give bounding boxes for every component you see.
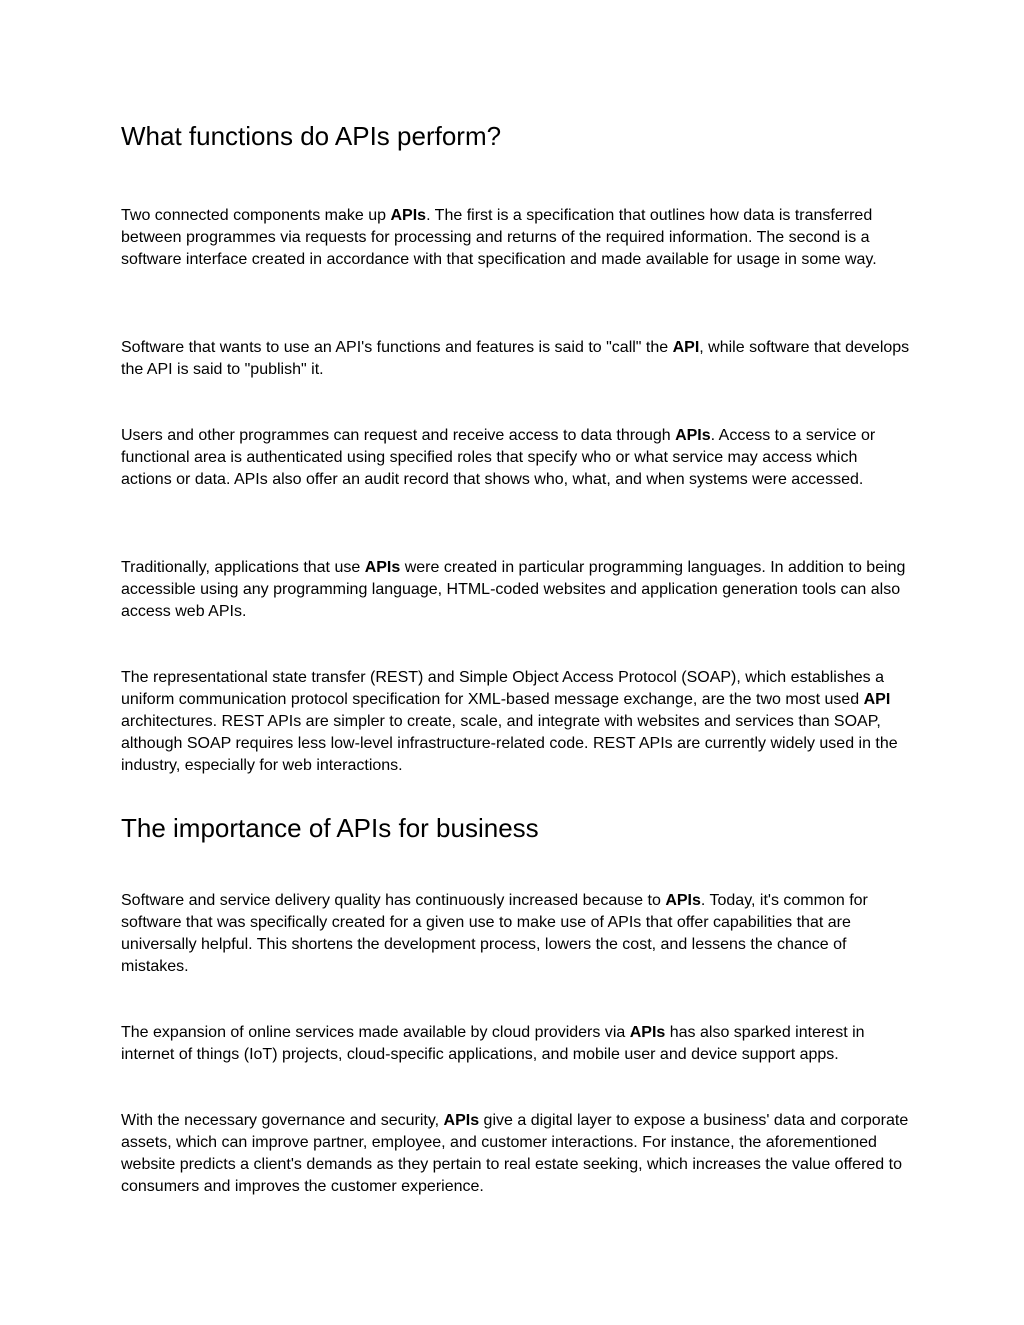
- paragraph-text: Software that wants to use an API's functions and features is said to "call" the: [121, 339, 673, 356]
- section-heading-api-functions: What functions do APIs perform?: [121, 121, 502, 151]
- paragraph-rest-soap: [121, 667, 911, 777]
- paragraph-data-access: [121, 425, 911, 491]
- bold-term: APIs: [443, 1112, 480, 1129]
- paragraph-call-publish: [121, 337, 911, 381]
- bold-term: APIs: [629, 1024, 666, 1041]
- paragraph-delivery-quality: [121, 890, 911, 978]
- paragraph-text: has also sparked interest in internet of things (IoT) projects, cloud-specific applications, and mobile user and device support apps.: [121, 1024, 865, 1063]
- paragraph-text: were created in particular programming languages. In addition to being accessible using any programming language, HTML-coded websites and application generation tools can also access web APIs.: [121, 559, 906, 620]
- bold-term: API: [863, 691, 891, 708]
- bold-term: APIs: [665, 892, 701, 909]
- bold-term: APIs: [390, 207, 427, 224]
- paragraph-text: give a digital layer to expose a business' data and corporate assets, which can improve partner, employee, and customer interactions. For instance, the aforementioned website predicts a client's demands as they pertain to real estate seeking, which increases the value offered to consumers and improves the customer experience.: [121, 1112, 909, 1195]
- bold-term: APIs: [364, 559, 401, 576]
- paragraph-cloud-services: [121, 1022, 911, 1066]
- paragraph-text: , while software that develops the API is said to "publish" it.: [121, 339, 910, 378]
- paragraph-text: Software and service delivery quality has continuously increased because to: [121, 892, 666, 909]
- paragraph-text: . The first is a specification that outlines how data is transferred between programmes via requests for processing and returns of the required information. The second is a software interface created in accordance with that specification and made available for usage in some way.: [121, 207, 877, 268]
- paragraph-text: . Today, it's common for software that was specifically created for a given use to make use of APIs that offer capabilities that are universally helpful. This shortens the development process, lowers the cost, and lessens the chance of mistakes.: [121, 892, 868, 975]
- bold-term: APIs: [675, 427, 711, 444]
- paragraph-api-components: [121, 205, 911, 271]
- paragraph-text: With the necessary governance and security,: [121, 1112, 444, 1129]
- paragraph-governance-security: [121, 1110, 911, 1198]
- paragraph-programming-languages: [121, 557, 911, 623]
- paragraph-text: Users and other programmes can request and receive access to data through: [121, 427, 676, 444]
- paragraph-text: . Access to a service or functional area is authenticated using specified roles that specify who or what service may access which actions or data. APIs also offer an audit record that shows who, what, and when systems were accessed.: [121, 427, 876, 488]
- paragraph-text: The expansion of online services made available by cloud providers via: [121, 1024, 630, 1041]
- paragraph-text: architectures. REST APIs are simpler to create, scale, and integrate with websites and services than SOAP, although SOAP requires less low-level infrastructure-related code. REST APIs are currently widely used in the industry, especially for web interactions.: [121, 713, 898, 774]
- paragraph-text: Two connected components make up: [121, 207, 391, 224]
- bold-term: API: [672, 339, 700, 356]
- paragraph-text: Traditionally, applications that use: [121, 559, 365, 576]
- section-heading-business-importance: The importance of APIs for business: [121, 813, 539, 843]
- paragraph-text: The representational state transfer (REST) and Simple Object Access Protocol (SOAP), which establishes a uniform communication protocol specification for XML-based message exchange, are the two most used: [121, 669, 884, 708]
